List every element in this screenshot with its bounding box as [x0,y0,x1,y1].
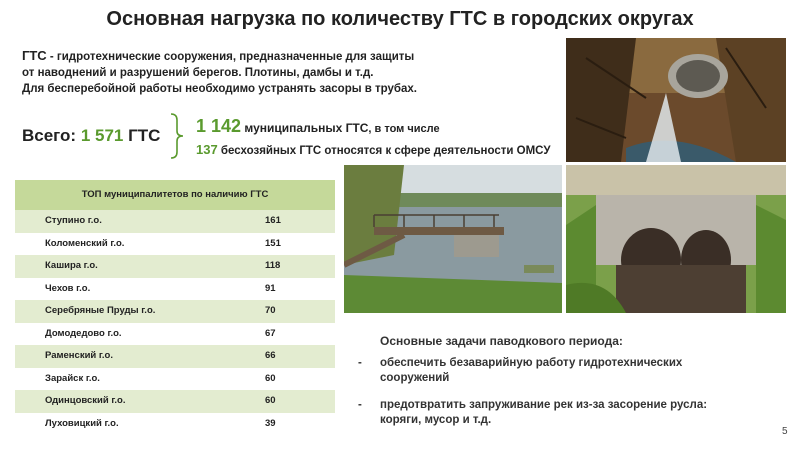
table-row [15,255,335,278]
task-text [380,398,730,428]
table-body [15,210,335,435]
total-value: 1 571 [80,126,124,145]
municipal-value: 1 142 [196,116,242,136]
table-row [15,345,335,368]
task-line-1: предотвратить запруживание рек из-за засорение русла: [380,399,708,411]
municipal-suffix: , в том числе [368,123,440,135]
row-value: 161 [265,215,281,226]
table-row [15,300,335,323]
table-row [15,413,335,436]
row-name: Чехов г.о. [45,282,91,294]
total-unit: ГТС [123,126,161,145]
row-value: 118 [265,260,281,271]
top-municipalities-table [15,180,335,435]
table-row [15,210,335,233]
task-dash: - [358,357,362,369]
pipe-outflow-photo [566,38,786,162]
intro-text [22,48,542,97]
row-name: Серебряные Пруды г.о. [45,305,156,316]
culvert-photo [566,165,786,313]
row-name: Луховицкий г.о. [45,417,119,429]
row-value: 91 [265,282,276,294]
task-text [380,356,730,386]
row-value: 151 [265,237,281,249]
curly-brace-icon [168,112,186,160]
task-dash: - [358,399,362,411]
river-pier-photo [344,165,562,313]
gts-term: ГТС [22,48,47,63]
row-value: 67 [265,327,276,339]
row-name: Раменский г.о. [45,350,113,361]
table-header: ТОП муниципалитетов по наличию ГТС [15,180,335,210]
row-name: Кашира г.о. [45,260,98,271]
ownerless-value: 137 [196,142,218,157]
table-row [15,390,335,413]
slide-title: Основная нагрузка по количеству ГТС в городских округах [106,8,694,30]
row-name: Зарайск г.о. [45,372,100,384]
municipal-count [196,116,440,137]
municipal-text: муниципальных ГТС [241,121,369,135]
page-number: 5 [782,426,788,437]
ownerless-count [196,142,550,157]
row-name: Домодедово г.о. [45,327,122,339]
row-name: Одинцовский г.о. [45,395,126,406]
tasks-title: Основные задачи паводкового периода: [380,334,623,348]
row-name: Ступино г.о. [45,215,102,226]
task-line-2: сооружений [380,372,450,384]
intro-line-3: Для бесперебойной работы необходимо устранять засоры в трубах. [22,83,417,95]
row-name: Коломенский г.о. [45,237,125,249]
total-label: Всего: [22,126,81,145]
intro-line-1: - гидротехнические сооружения, предназначенные для защиты [46,51,415,63]
intro-line-2: от наводнений и разрушений берегов. Плотины, дамбы и т.д. [22,67,374,79]
table-row [15,278,335,301]
row-value: 60 [265,372,276,384]
row-value: 66 [265,350,276,361]
row-value: 70 [265,305,276,316]
row-value: 60 [265,395,276,406]
total-count [22,126,160,146]
table-row [15,323,335,346]
table-row [15,233,335,256]
row-value: 39 [265,417,276,429]
task-line-2: коряги, мусор и т.д. [380,414,492,426]
task-line-1: обеспечить безаварийную работу гидротехнических [380,357,683,369]
table-row [15,368,335,391]
ownerless-text: бесхозяйных ГТС относятся к сфере деятельности ОМСУ [217,145,551,157]
